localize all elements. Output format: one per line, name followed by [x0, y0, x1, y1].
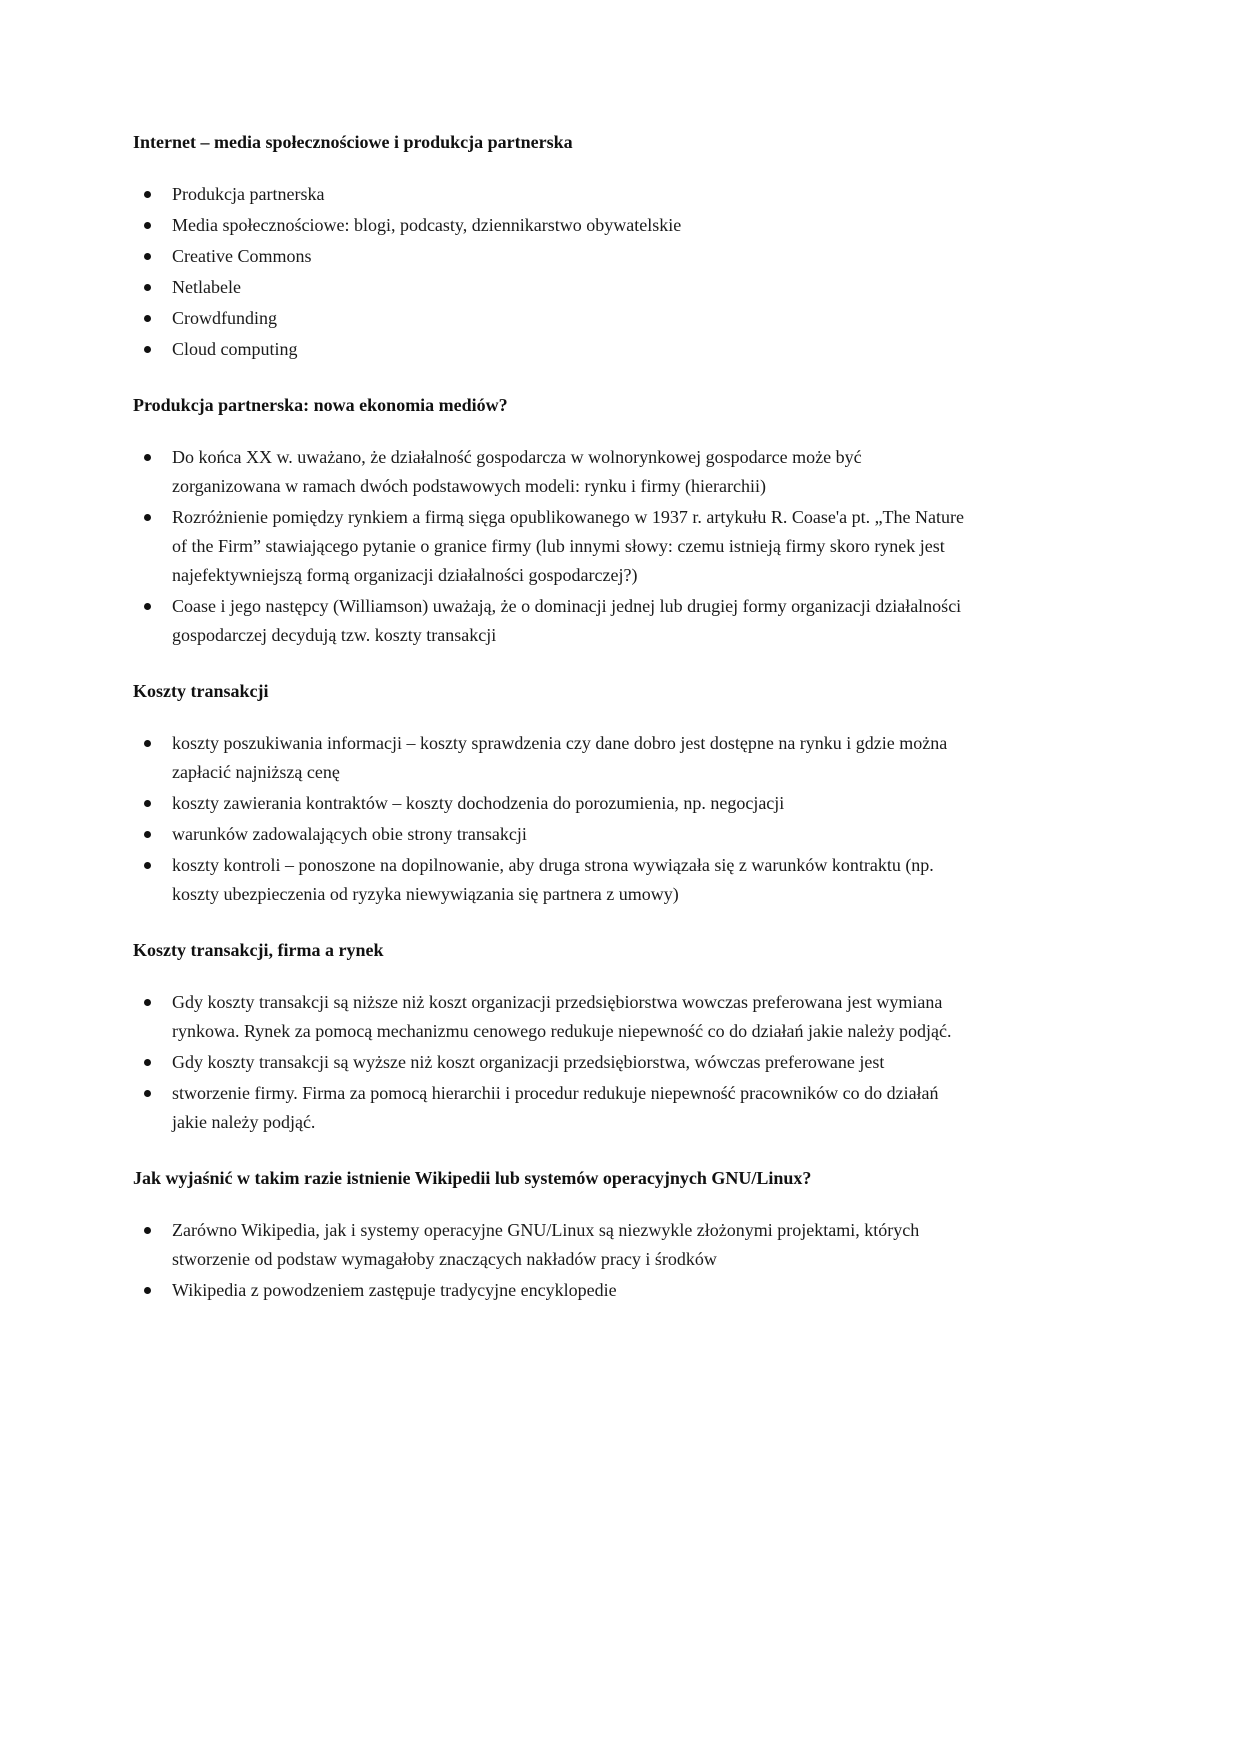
bullet-list	[133, 443, 970, 650]
bullet-list	[133, 988, 970, 1137]
list-item	[133, 273, 970, 302]
section-heading: Koszty transakcji	[133, 681, 269, 701]
list-item	[133, 789, 970, 818]
bullet-icon	[144, 315, 151, 322]
list-item-text: koszty poszukiwania informacji – koszty sprawdzenia czy dane dobro jest dostępne na rynku i gdzie można zapłacić najniższą cenę	[172, 733, 948, 782]
bullet-list	[133, 180, 970, 364]
bullet-icon	[144, 454, 151, 461]
list-item	[133, 180, 970, 209]
bullet-icon	[144, 191, 151, 198]
list-item-text: Media społecznościowe: blogi, podcasty, dziennikarstwo obywatelskie	[172, 215, 682, 235]
bullet-icon	[144, 603, 151, 610]
section-heading: Jak wyjaśnić w takim razie istnienie Wikipedii lub systemów operacyjnych GNU/Linux?	[133, 1168, 812, 1188]
section-heading: Produkcja partnerska: nowa ekonomia mediów?	[133, 395, 508, 415]
bullet-icon	[144, 1059, 151, 1066]
list-item	[133, 304, 970, 333]
list-item	[133, 1276, 970, 1305]
section	[133, 677, 970, 909]
bullet-icon	[144, 1287, 151, 1294]
list-item-text: Creative Commons	[172, 246, 312, 266]
list-item-text: Cloud computing	[172, 339, 298, 359]
bullet-list	[133, 1216, 970, 1305]
list-item-text: Rozróżnienie pomiędzy rynkiem a firmą sięga opublikowanego w 1937 r. artykułu R. Coase'a pt. „The Nature of the Firm” stawiającego pytanie o granice firmy (lub innymi słowy: czemu istnieją firmy skoro rynek jest najefektywniejszą formą organizacji działalności gospodarczej?)	[172, 507, 965, 585]
bullet-icon	[144, 1090, 151, 1097]
list-item	[133, 443, 970, 501]
section-heading: Internet – media społecznościowe i produkcja partnerska	[133, 132, 573, 152]
list-item-text: Gdy koszty transakcji są wyższe niż koszt organizacji przedsiębiorstwa, wówczas preferowane jest	[172, 1052, 885, 1072]
list-item	[133, 1216, 970, 1274]
list-item	[133, 820, 970, 849]
document-body	[133, 128, 970, 1305]
list-item	[133, 592, 970, 650]
bullet-icon	[144, 999, 151, 1006]
list-item-text: warunków zadowalających obie strony transakcji	[172, 824, 527, 844]
list-item	[133, 503, 970, 590]
bullet-icon	[144, 800, 151, 807]
list-item	[133, 211, 970, 240]
section	[133, 391, 970, 650]
list-item	[133, 1048, 970, 1077]
bullet-icon	[144, 222, 151, 229]
bullet-list	[133, 729, 970, 909]
section	[133, 128, 970, 364]
bullet-icon	[144, 1227, 151, 1234]
section-heading: Koszty transakcji, firma a rynek	[133, 940, 384, 960]
list-item-text: Crowdfunding	[172, 308, 277, 328]
section	[133, 936, 970, 1137]
list-item	[133, 851, 970, 909]
bullet-icon	[144, 514, 151, 521]
list-item-text: Do końca XX w. uważano, że działalność gospodarcza w wolnorynkowej gospodarce może być zorganizowana w ramach dwóch podstawowych modeli: rynku i firmy (hierarchii)	[172, 447, 862, 496]
bullet-icon	[144, 862, 151, 869]
bullet-icon	[144, 253, 151, 260]
list-item-text: koszty kontroli – ponoszone na dopilnowanie, aby druga strona wywiązała się z warunków kontraktu (np. koszty ubezpieczenia od ryzyka niewywiązania się partnera z umowy)	[172, 855, 934, 904]
bullet-icon	[144, 346, 151, 353]
list-item-text: Zarówno Wikipedia, jak i systemy operacyjne GNU/Linux są niezwykle złożonymi projektami, których stworzenie od podstaw wymagałoby znaczących nakładów pracy i środków	[172, 1220, 920, 1269]
section	[133, 1164, 970, 1305]
list-item	[133, 242, 970, 271]
bullet-icon	[144, 284, 151, 291]
list-item	[133, 335, 970, 364]
list-item-text: Gdy koszty transakcji są niższe niż koszt organizacji przedsiębiorstwa wowczas preferowana jest wymiana rynkowa. Rynek za pomocą mechanizmu cenowego redukuje niepewność co do działań jakie należy podjąć.	[172, 992, 952, 1041]
bullet-icon	[144, 831, 151, 838]
list-item-text: koszty zawierania kontraktów – koszty dochodzenia do porozumienia, np. negocjacji	[172, 793, 785, 813]
list-item-text: Coase i jego następcy (Williamson) uważają, że o dominacji jednej lub drugiej formy organizacji działalności gospodarczej decydują tzw. koszty transakcji	[172, 596, 962, 645]
list-item	[133, 729, 970, 787]
list-item-text: Produkcja partnerska	[172, 184, 325, 204]
list-item	[133, 1079, 970, 1137]
list-item-text: stworzenie firmy. Firma za pomocą hierarchii i procedur redukuje niepewność pracowników co do działań jakie należy podjąć.	[172, 1083, 939, 1132]
list-item	[133, 988, 970, 1046]
list-item-text: Wikipedia z powodzeniem zastępuje tradycyjne encyklopedie	[172, 1280, 617, 1300]
bullet-icon	[144, 740, 151, 747]
list-item-text: Netlabele	[172, 277, 241, 297]
